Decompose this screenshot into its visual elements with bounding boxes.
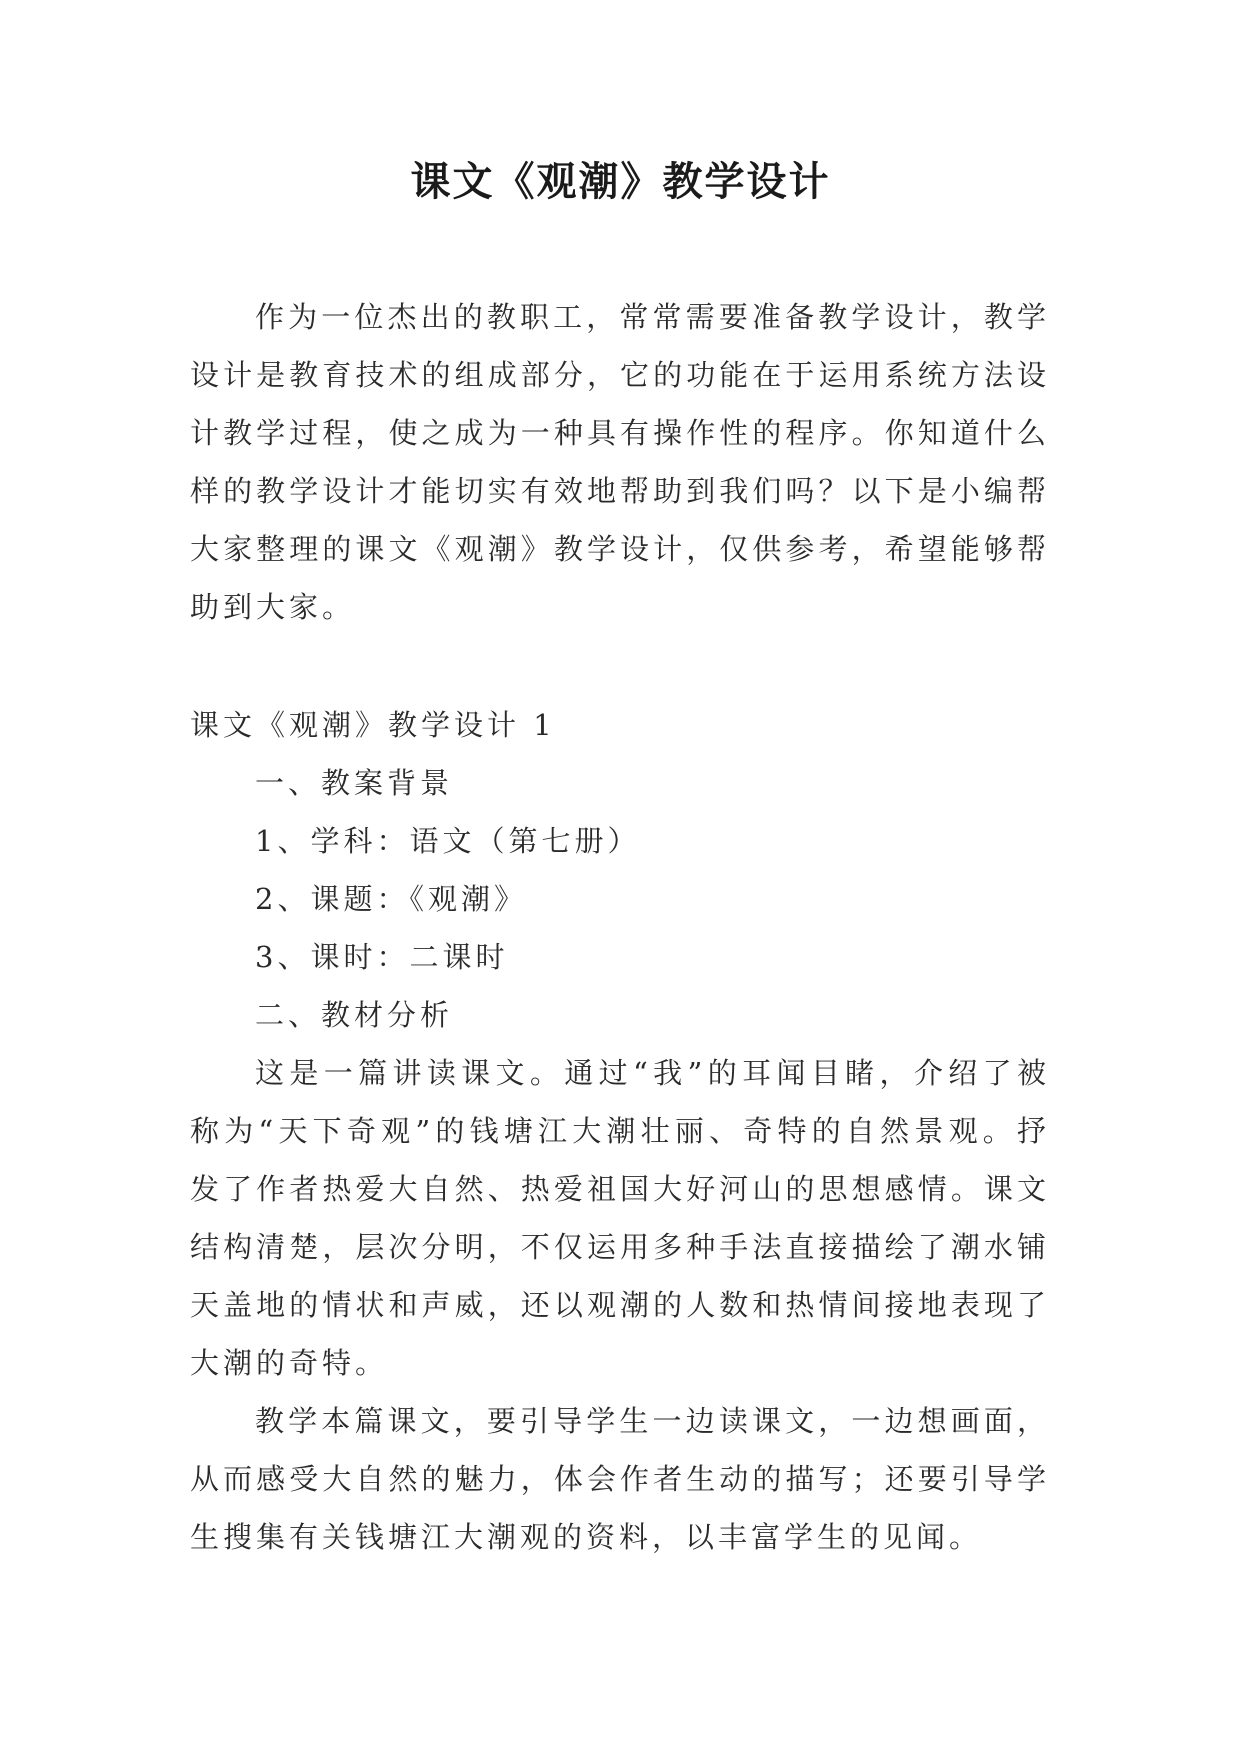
intro-paragraph: 作为一位杰出的教职工，常常需要准备教学设计，教学设计是教育技术的组成部分，它的功能在于运用系统方法设计教学过程，使之成为一种具有操作性的程序。你知道什么样的教学设计才能切实有效地帮助到我们吗？以下是小编帮大家整理的课文《观潮》教学设计，仅供参考，希望能够帮助到大家。 (190, 300, 1050, 624)
item-hours: 3、课时：二课时 (255, 940, 509, 974)
item-subject: 1、学科：语文（第七册） (255, 824, 641, 858)
item-background: 一、教案背景 (255, 766, 454, 800)
analysis-paragraph: 这是一篇讲读课文。通过“我”的耳闻目睹，介绍了被称为“天下奇观”的钱塘江大潮壮丽、奇特的自然景观。抒发了作者热爱大自然、热爱祖国大好河山的思想感情。课文结构清楚，层次分明，不仅运用多种手法直接描绘了潮水铺天盖地的情状和声威，还以观潮的人数和热情间接地表现了大潮的奇特。 (190, 1056, 1050, 1380)
section-heading: 课文《观潮》教学设计 1 (190, 708, 556, 742)
item-topic: 2、课题：《观潮》 (255, 882, 527, 916)
item-analysis: 二、教材分析 (255, 998, 454, 1032)
section-1 (190, 696, 1050, 1566)
page-title: 课文《观潮》教学设计 (410, 158, 831, 205)
teaching-paragraph: 教学本篇课文，要引导学生一边读课文，一边想画面，从而感受大自然的魅力，体会作者生动的描写；还要引导学生搜集有关钱塘江大潮观的资料，以丰富学生的见闻。 (190, 1404, 1050, 1554)
